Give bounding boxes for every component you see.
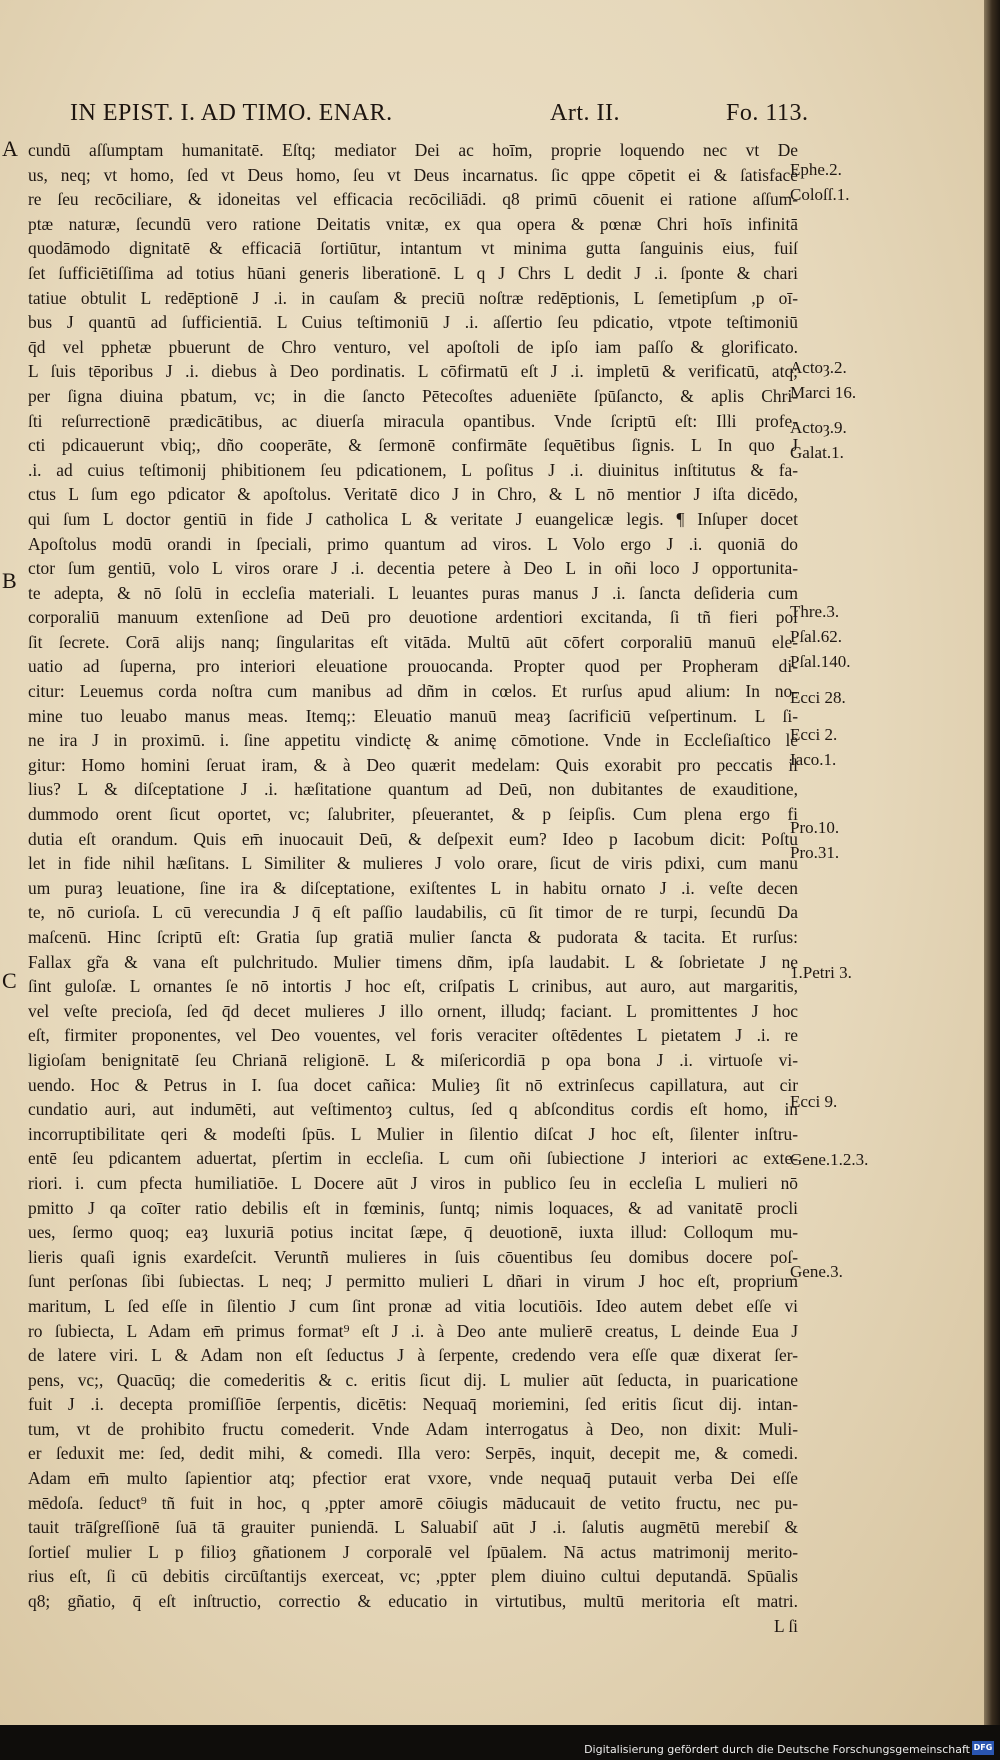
- text-line: gitur: Homo homini ſeruat iram, & à Deo quærit medelam: Quis exorabit pro peccatis il: [28, 754, 798, 775]
- text-line: Adam em̄ multo ſapientior atq; pfectior erat vxore, vnde nequaq̄ putauit verba Dei eſſe: [28, 1468, 798, 1489]
- text-line: tum, vt de prohibito fructu comederit. Vnde Adam interrogatus à Deo, non dixit: Muli-: [28, 1418, 798, 1439]
- margin-reference: Ecci 2.: [790, 725, 838, 744]
- margin-reference: Galat.1.: [790, 443, 844, 462]
- text-line: q8; gñatio, q̄ eſt inſtructio, correctio & educatio in virtutibus, multū meritoria eſt matri.: [28, 1591, 798, 1612]
- text-line: per ſigna diuina pbatum, vc; in die ſancto Pētecoſtes adueniēte ſpūſancto, & aplis Chri-: [28, 385, 798, 406]
- header-title: IN EPIST. I. AD TIMO. ENAR.: [70, 100, 393, 126]
- margin-reference: Ecci 28.: [790, 688, 846, 707]
- text-line: ſet ſufficiētiſſima ad totius hūani generis liberationē. L q J Chrs L dedit J .i. ſponte & chari: [28, 262, 798, 283]
- text-line: dummodo orent ſicut oportet, vc; ſalubriter, pſeuerantet, & p ſeipſis. Cum plena ergo fi: [28, 804, 798, 825]
- text-line: L ſuis tēporibus J .i. diebus à Deo pordinatis. L cōfirmatū eſt J .i. impletū & verificatū, atq;: [28, 361, 798, 382]
- text-line: maritum, L ſed eſſe in ſilentio J cum ſint pronæ ad vitia locutiōis. Ideo autem debet eſſe vi: [28, 1295, 798, 1316]
- text-line: L ſi: [774, 1615, 798, 1636]
- margin-reference: Actoȝ.2.: [790, 358, 847, 377]
- text-line: citur: Leuemus corda noſtra cum manibus ad dñm in cœlos. Et rurſus apud alium: In no-: [28, 681, 798, 702]
- margin-reference: Coloſſ.1.: [790, 185, 850, 204]
- text-line: rius eſt, ſi cū debitis circūſtantijs exerceat, vc; ,ppter plem diuino cultui deputandā. Spūalis: [28, 1566, 798, 1587]
- text-line: lius? L & diſceptatione J .i. hæſitatione quantum ad Deū, non dubitantes de exauditione,: [28, 779, 798, 800]
- text-line: tauit trāſgreſſionē ſuā tā grauiter puniendā. L Saluabiſ aūt J .i. ſalutis augmētū merebiſ &: [28, 1517, 798, 1538]
- footer-credit: Digitalisierung gefördert durch die Deutsche Forschungsgemeinschaft: [584, 1743, 970, 1756]
- text-line: q̄d vel pphetæ pbuerunt de Chro venturo, vel apoſtoli de ipſo iam paſſo & glorificato.: [28, 336, 798, 357]
- text-line: um puraȝ leuatione, ſine ira & diſceptatione, exiſtentes L in habitu ornato J .i. veſte decen: [28, 877, 798, 898]
- text-line: dutia eſt orandum. Quis em̄ inuocauit Deū, & deſpexit eum? Ideo p Iacobum dicit: Poſtu: [28, 828, 798, 849]
- section-letter-b: B: [2, 568, 17, 593]
- margin-reference: Pſal.140.: [790, 652, 851, 671]
- margin-reference: Pro.31.: [790, 843, 840, 862]
- text-line: qui ſum L doctor gentiū in fide J catholica L & veritate J euangelicæ legis. ¶ Inſuper docet: [28, 508, 798, 529]
- text-line: mine tuo leuabo manus meas. Itemq;: Eleuatio manuū meaȝ ſacrificiū veſpertinum. L ſi-: [28, 705, 798, 726]
- margin-reference: Ecci 9.: [790, 1092, 838, 1111]
- text-line: pens, vc;, Quacūq; die comederitis & c. eritis ſicut dij. L mulier aūt ſeducta, in puaricatione: [28, 1369, 798, 1390]
- margin-reference: Thre.3.: [790, 602, 840, 621]
- text-line: pmitto J qa coīter ratio debilis eſt in fœminis, ſuntq; nimis loquaces, & ad vanitatē procli: [28, 1197, 798, 1218]
- margin-reference: Pro.10.: [790, 818, 840, 837]
- text-line: ſint guloſæ. L ornantes ſe nō intortis J hoc eſt, criſpatis L crinibus, aut auro, aut margaritis,: [28, 976, 798, 997]
- book-gutter: [984, 0, 1000, 1725]
- text-line: Apoſtolus modū orandi in ſpeciali, primo quantum ad viros. L Volo ergo J .i. quoniā do: [28, 533, 798, 554]
- margin-reference: Ephe.2.: [790, 160, 842, 179]
- text-line: entē ſeu pdicantem aduertat, pſertim in eccleſia. L cum oñi ſubiectione J interiori ac exte-: [28, 1148, 798, 1169]
- text-line: let in fide nihil hæſitans. L Similiter & mulieres J volo orare, ſicut de viris pdixi, cum manu: [28, 853, 798, 874]
- text-line: te, nō curioſa. L cū verecundia J q̄ eſt paſſio laudabilis, cū ſit timor de re turpi, ſecundū Da: [28, 902, 798, 923]
- text-line: mēdoſa. ſeduct⁹ tñ fuit in hoc, q ,ppter amorē cōiugis māducauit de vetito fructu, nec pu-: [28, 1492, 798, 1513]
- text-line: maſcenū. Hinc ſcriptū eſt: Gratia ſup gratiā mulier ſancta & pudorata & tacita. Et rurſus:: [28, 927, 798, 947]
- margin-reference: Marci 16.: [790, 383, 857, 402]
- text-line: ctor ſum gentiū, volo L viros orare J .i. decentia petere à Deo L in oñi loco J opportunita-: [28, 558, 798, 579]
- header-folio: Fo. 113.: [726, 100, 809, 126]
- running-header: [70, 100, 950, 136]
- text-line: quodāmodo dignitatē & efficaciā ſortiūtur, intantum vt minima gutta ſanguinis eius, fuiſ: [28, 238, 798, 259]
- dfg-logo-icon: DFG: [972, 1741, 994, 1755]
- text-line: de latere viri. L & Adam non eſt ſeductus J à ſerpente, credendo vera eſſe quæ dixerat ſer-: [28, 1345, 798, 1366]
- text-line: ne ira J in proximū. i. ſine appetitu vindictę & animę cōmotione. Vnde in Eccleſiaſtico le: [28, 730, 798, 751]
- text-line: corporaliū manuum extenſione ad Deū pro deuotione ardentiori excitanda, ſi tñ fieri poſ: [28, 607, 798, 628]
- text-line: vel veſte precioſa, ſed q̄d decet mulieres J illo ornent, illudq; faciant. L promittentes J hoc: [28, 1000, 798, 1021]
- text-line: Fallax gr̃a & vana eſt pulchritudo. Mulier timens dñm, ipſa laudabit. L & ſobrietate J ne: [28, 951, 798, 972]
- text-line: ro ſubiecta, L Adam em̄ primus format⁹ eſt J .i. à Deo ante mulierē creatus, L deinde Eua J: [28, 1320, 798, 1341]
- text-line: te adepta, & nō ſolū in eccleſia materiali. L leuantes puras manus J .i. ſancta deſideria cum: [28, 582, 798, 603]
- text-line: er ſeduxit me: ſed, dedit mihi, & comedi. Illa vero: Serpēs, inquit, decepit me, & comedi.: [28, 1443, 798, 1464]
- text-line: fuit J .i. decepta promiſſiōe ſerpentis, dicētis: Nequaq̄ moriemini, ſed eritis ſicut dij. intan-: [28, 1394, 798, 1415]
- text-line: us, neq; vt homo, ſed vt Deus homo, ſeu vt Deus incarnatus. ſic qppe cōpetit ei & ſatisface: [28, 164, 798, 185]
- text-line: ſti reſurrectionē prædicātibus, ac diuerſa miracula opantibus. Vnde ſcriptū eſt: Illi profe-: [28, 410, 798, 431]
- text-line: uatio ad ſuperna, pro interiori eleuatione prouocanda. Propter quod per Propheram di-: [28, 656, 798, 677]
- text-line: ſortieſ mulier L p filioȝ gñationem J corporalē vel ſpūalem. Nā actus matrimonij merito-: [28, 1541, 798, 1562]
- header-article: Art. II.: [550, 100, 620, 126]
- text-line: cundū aſſumptam humanitatē. Eſtq; mediator Dei ac hoīm, proprie loquendo nec vt De: [28, 140, 798, 160]
- text-line: cundatio auri, aut indumēti, aut veſtimentoȝ cultus, ſed q abſconditus cordis eſt homo, in: [28, 1099, 798, 1120]
- margin-reference: Iaco.1.: [790, 750, 837, 769]
- text-line: re ſeu recōciliare, & idoneitas vel efficacia recōciliādi. q8 primū cōuenit ei ratione aſſum-: [28, 189, 798, 210]
- main-text: [28, 138, 798, 1638]
- text-line: riori. i. cum pfecta humiliatiōe. L Docere aūt J viros in publico ſeu in eccleſia L mulieri nō: [28, 1172, 798, 1193]
- text-line: incorruptibilitate qeri & modeſti ſpūs. L Mulier in ſilentio diſcat J hoc eſt, ſilenter inſtru-: [28, 1123, 798, 1144]
- text-line: cti pdicauerunt vbiq;, dño cooperāte, & ſermonē confirmāte ſequētibus ſignis. L In quo J: [28, 435, 798, 456]
- text-line: ues, ſermo quoq; eaȝ luxuriā potius incitat ſæpe, q̄ deuotionē, iuxta illud: Colloqum mu-: [28, 1222, 798, 1243]
- text-line: bus J quantū ad ſufficientiā. L Cuius teſtimoniū J .i. aſſertio ſeu pdicatio, vtpote teſtimoniū: [28, 312, 798, 333]
- text-line: uendo. Hoc & Petrus in I. ſua docet cañica: Mulieȝ ſit nō extrinſecus capillatura, aut cir: [28, 1074, 798, 1095]
- margin-reference: Actoȝ.9.: [790, 418, 847, 437]
- margin-reference: Pſal.62.: [790, 627, 842, 646]
- text-line: tatiue obtulit L redēptionē J .i. in cauſam & preciū noſtræ redēptionis, L ſemetipſum ,p oī-: [28, 287, 798, 308]
- margin-reference: 1.Petri 3.: [790, 963, 852, 982]
- text-line: eſt, firmiter proponentes, vel Deo vouentes, vel foris veraciter oſtēdentes L pietatem J .i. re: [28, 1025, 798, 1046]
- text-line: .i. ad cuius teſtimonij phibitionem ſeu pdicationem, L poſitus J .i. diuinitus inſtitutus & fa-: [28, 459, 798, 480]
- text-line: ligioſam benignitatē ſeu Chrianā religionē. L & miſericordiā p opa bona J .i. virtuoſe vi-: [28, 1049, 798, 1070]
- margin-reference: Gene.1.2.3.: [790, 1150, 869, 1169]
- text-line: ctus L ſum ego pdicator & apoſtolus. Veritatē dico J in Chro, & L nō mentior J iſta dicēdo,: [28, 484, 798, 505]
- text-line: ſunt perſonas ſibi ſubiectas. L neq; J permitto mulieri L dñari in virum J hoc eſt, proprium: [28, 1271, 798, 1292]
- margin-reference: Gene.3.: [790, 1262, 843, 1281]
- text-line: lieris quaſi ignis exardeſcit. Veruntñ mulieres in ſuis cōuentibus ſeu domibus docere poſ-: [28, 1246, 798, 1267]
- section-letter-c: C: [2, 968, 17, 993]
- text-line: ptæ naturæ, ſecundū vero ratione Deitatis vnitæ, ex qua opera & pœnæ Chri hoīs infinitā: [28, 213, 798, 234]
- section-letter-a: A: [2, 136, 18, 161]
- text-line: ſit ſecrete. Corā alijs nanq; ſingularitas eſt vitāda. Multū aūt cōfert corporaliū manuū ele-: [28, 631, 798, 652]
